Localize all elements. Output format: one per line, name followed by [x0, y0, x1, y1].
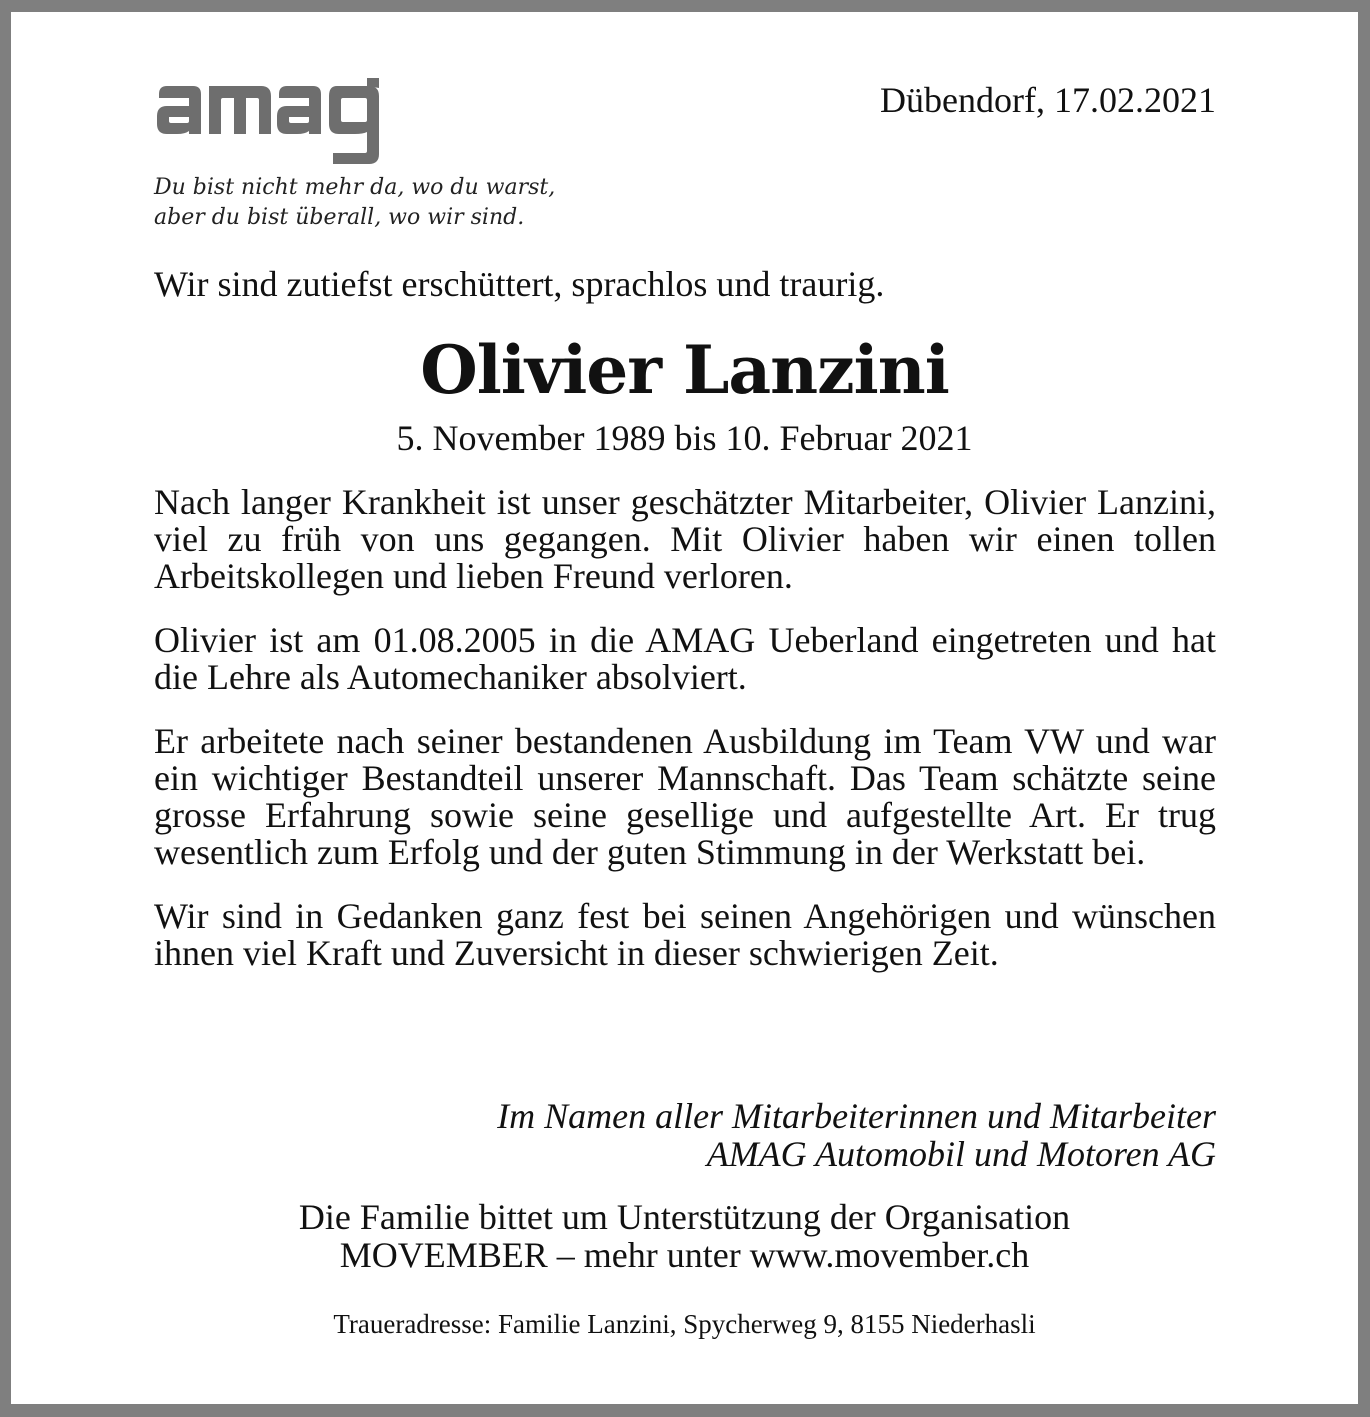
obituary-body [154, 484, 1216, 999]
intro-sentence: Wir sind zutiefst erschüttert, sprachlos und traurig. [154, 264, 885, 304]
obituary-page [11, 12, 1358, 1404]
body-paragraph-2: Olivier ist am 01.08.2005 in die AMAG Ueberland eingetreten und hat die Lehre als Automechaniker absolviert. [154, 620, 1216, 697]
body-paragraph-1: Nach langer Krankheit ist unser geschätzter Mitarbeiter, Olivier Lanzini, viel zu früh von uns gegangen. Mit Olivier haben wir einen tollen Arbeitskollegen und lieben Freund verloren. [154, 482, 1216, 596]
closing-line-1: Im Namen aller Mitarbeiterinnen und Mitarbeiter [497, 1096, 1216, 1136]
mourning-address: Traueradresse: Familie Lanzini, Spycherweg 9, 8155 Niederhasli [333, 1309, 1036, 1339]
charity-notice [11, 1198, 1358, 1274]
charity-line-2: MOVEMBER – mehr unter www.movember.ch [339, 1235, 1030, 1275]
motto-line-2: aber du bist überall, wo wir sind. [154, 205, 525, 230]
body-paragraph-4: Wir sind in Gedanken ganz fest bei seinen Angehörigen und wünschen ihnen viel Kraft und Zuversicht in dieser schwierigen Zeit. [154, 896, 1216, 973]
deceased-name: Olivier Lanzini [420, 331, 949, 409]
charity-line-1: Die Familie bittet um Unterstützung der Organisation [298, 1197, 1071, 1237]
motto-line-1: Du bist nicht mehr da, wo du warst, [154, 175, 556, 200]
closing-signature [497, 1097, 1216, 1173]
body-paragraph-3: Er arbeitete nach seiner bestandenen Ausbildung im Team VW und war ein wichtiger Bestandteil unserer Mannschaft. Das Team schätzte seine grosse Erfahrung sowie seine gesellige und aufgestellte Art. Er trug wesentlich zum Erfolg und der guten Stimmung in der Werkstatt bei. [154, 721, 1216, 872]
closing-line-2: AMAG Automobil und Motoren AG [706, 1134, 1216, 1174]
motto-quote [154, 173, 555, 233]
deceased-lifespan: 5. November 1989 bis 10. Februar 2021 [396, 418, 973, 458]
amag-logo [153, 74, 383, 168]
amag-logo-mark [153, 74, 383, 168]
dateline: Dübendorf, 17.02.2021 [880, 80, 1216, 120]
